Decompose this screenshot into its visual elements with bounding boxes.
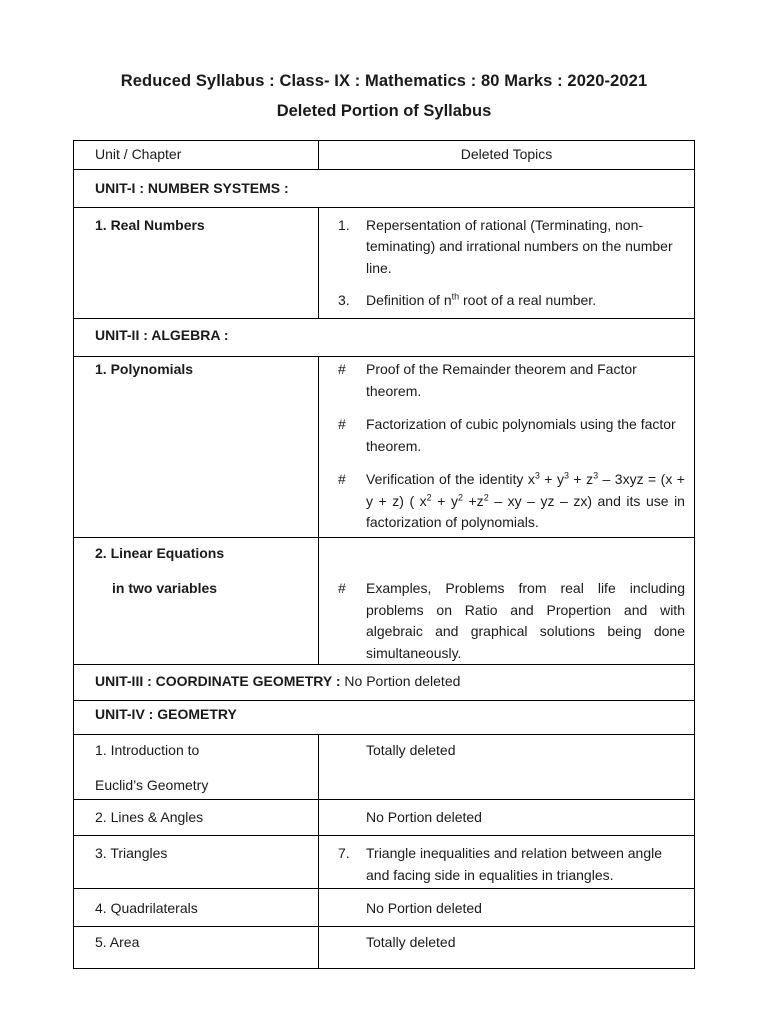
chapter-polynomials: 1. Polynomials xyxy=(74,357,319,538)
table-row xyxy=(74,538,695,665)
topic-number: 1. xyxy=(338,216,350,233)
header-deleted-topics: Deleted Topics xyxy=(319,141,695,170)
unit-row xyxy=(74,170,695,208)
table-row xyxy=(74,735,695,800)
table-row xyxy=(74,889,695,927)
topic-number: 7. xyxy=(338,845,350,861)
status-euclid: Totally deleted xyxy=(319,735,695,800)
unit-1-heading: UNIT-I : NUMBER SYSTEMS : xyxy=(74,170,695,208)
topic-text: Proof of the Remainder theorem and Factor theorem. xyxy=(366,361,637,399)
unit-3-heading: UNIT-III : COORDINATE GEOMETRY : No Portion deleted xyxy=(74,665,695,701)
table-row xyxy=(74,357,695,538)
topic-number: # xyxy=(338,471,346,487)
list-item xyxy=(319,290,694,312)
header-unit-chapter: Unit / Chapter xyxy=(74,141,319,170)
topics-polynomials xyxy=(319,357,695,538)
unit-4-heading: UNIT-IV : GEOMETRY xyxy=(74,700,695,735)
topics-real-numbers xyxy=(319,207,695,318)
chapter-euclid: 1. Introduction to Euclid’s Geometry xyxy=(74,735,319,800)
table-row xyxy=(74,927,695,969)
chapter-real-numbers: 1. Real Numbers xyxy=(74,207,319,318)
topic-text: Definition of $n^{th}$ root of a real number. xyxy=(366,291,597,308)
unit-row xyxy=(74,318,695,357)
topic-text: Verification of the identity $x^3 + y^3 + z^3 - 3xyz = (x + y + z)$ ( $x^2 + y^2 +z^2$ – xy – yz – zx) and its use in factorization of polynomials. xyxy=(366,470,685,530)
list-item xyxy=(319,578,694,664)
chapter-linear-equations: 2. Linear Equations in two variables xyxy=(74,538,319,665)
syllabus-table xyxy=(73,140,695,969)
list-item xyxy=(319,843,694,886)
status-lines-angles: No Portion deleted xyxy=(319,800,695,836)
list-item xyxy=(319,359,694,402)
document-subtitle: Deleted Portion of Syllabus xyxy=(276,102,492,120)
topic-number: # xyxy=(338,580,346,596)
chapter-area: 5. Area xyxy=(74,927,319,969)
unit-2-heading: UNIT-II : ALGEBRA : xyxy=(74,318,695,357)
status-area: Totally deleted xyxy=(319,927,695,969)
unit-row xyxy=(74,700,695,735)
chapter-triangles: 3. Triangles xyxy=(74,836,319,889)
topic-number: # xyxy=(338,416,346,432)
topics-linear-equations xyxy=(319,538,695,665)
list-item xyxy=(319,414,694,457)
list-item xyxy=(319,469,694,534)
chapter-quadrilaterals: 4. Quadrilaterals xyxy=(74,889,319,927)
table-header-row xyxy=(74,141,695,170)
topic-text: Triangle inequalities and relation between angle and facing side in equalities in triangles. xyxy=(366,845,663,883)
topic-text: Examples, Problems from real life including problems on Ratio and Propertion and with algebraic and graphical solutions being done simultaneously. xyxy=(366,580,685,661)
topic-number: # xyxy=(338,361,346,377)
document-title: Reduced Syllabus : Class- IX : Mathematics : 80 Marks : 2020-2021 xyxy=(120,72,648,90)
unit-row xyxy=(74,665,695,701)
table-row xyxy=(74,207,695,318)
list-item xyxy=(319,215,694,280)
topic-number: 3. xyxy=(338,292,350,308)
chapter-lines-angles: 2. Lines & Angles xyxy=(74,800,319,836)
topic-text: Factorization of cubic polynomials using the factor theorem. xyxy=(366,416,676,454)
table-row xyxy=(74,800,695,836)
topics-triangles xyxy=(319,836,695,889)
table-row xyxy=(74,836,695,889)
topic-text: Repersentation of rational (Terminating, non-teminating) and irrational numbers on the number line. xyxy=(366,216,673,276)
status-quadrilaterals: No Portion deleted xyxy=(319,889,695,927)
